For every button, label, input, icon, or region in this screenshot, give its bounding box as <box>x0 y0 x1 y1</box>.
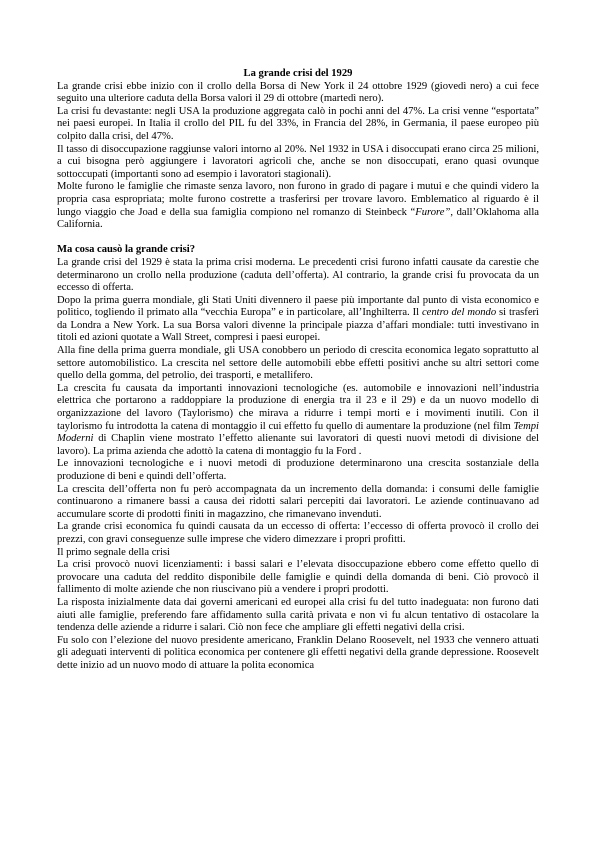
paragraph-first-signal: Il primo segnale della crisi <box>57 546 170 558</box>
paragraph-postwar-text-b: si trasferì da Londra a New York. La sua Borsa valori divenne la principale piazza d’affari mondiale: tutti investivano in titoli ed azioni quotate a Wall Street, compresi i paesi europei. <box>57 307 539 344</box>
section-heading-causes: Ma cosa causò la grande crisi? <box>57 244 195 256</box>
paragraph-govt-response: La risposta inizialmente data dai governi americani ed europei alla crisi fu del tutto inadeguata: non furono dati aiuti alle famiglie, preferendo fare affidamento sulla carità privata e non vi fu alcun tentativo di ostacolare la tendenza delle aziende a ridurre i salari. Ciò non fece che ampliare gli effetti negativi della crisi. <box>57 596 539 634</box>
paragraph-unemployment: Il tasso di disoccupazione raggiunse valori intorno al 20%. Nel 1932 in USA i disoccupati erano circa 25 milioni, a cui bisogna però aggiungere i lavoratori agricoli che, anche se non disoccupati, erano quasi ovunque sottoccupati (importanti sono ad esempio i lavoratori stagionali). <box>57 143 539 180</box>
paragraph-auto-growth: Alla fine della prima guerra mondiale, gli USA conobbero un periodo di crescita economica legato soprattutto al settore automobilistico. La crescita nel settore delle automobili ebbe effetti positivi anche su altri settori come quello della gomma, del petrolio, dei trasporti, e metallifero. <box>57 345 539 382</box>
paragraph-families-text-a: Molte furono le famiglie che rimaste senza lavoro, non furono in grado di pagare i mutui e che quindi videro la propria casa espropriata; molte furono costrette a trasferirsi per trovare lavoro. Emblematico al riguardo è il lungo viaggio che Joad e della sua famiglia compiono nel romanzo di Steinbeck “ <box>57 181 539 218</box>
page-title: La grande crisi del 1929 <box>243 68 353 79</box>
paragraph-families-text-b: , dall’Oklahoma alla California. <box>57 206 539 231</box>
paragraph-supply-growth: Le innovazioni tecnologiche e i nuovi metodi di produzione determinarono una crescita sostanziale della produzione di beni e quindi dell’offerta. <box>57 458 539 482</box>
paragraph-devastation: La crisi fu devastante: negli USA la produzione aggregata calò in pochi anni del 47%. La crisi venne “esportata” nei paesi europei. In Italia il crollo del PIL fu del 33%, in Francia del 28%, in Germania, il paese europeo più colpito dalla crisi, del 47%. <box>57 105 539 142</box>
paragraph-families <box>57 181 539 231</box>
film-title: Tempi Moderni <box>57 420 539 445</box>
paragraph-excess-supply: La grande crisi economica fu quindi causata da un eccesso di offerta: l’eccesso di offerta provocò il crollo dei prezzi, con gravi conseguenze sulle imprese che videro dimezzare i propri profitti. <box>57 521 539 545</box>
paragraph-innovations-text-b: di Chaplin viene mostrato l’effetto alienante sui lavoratori di questi nuovi metodi di divisione del lavoro). La prima azienda che adottò la catena di montaggio fu la Ford . <box>57 433 539 457</box>
paragraph-innovations-text-a: La crescita fu causata da importanti innovazioni tecnologiche (es. automobile e innovazioni nell’industria elettrica che portarono a raddoppiare la produzione di energia tra il 23 e il 29) e da un nuovo modello di organizzazione del lavoro (Taylorismo) che mirava a ridurre i tempi morti e i movimenti inutili. Con il taylorismo fu introdotta la catena di montaggio il cui effetto fu quello di aumentare la produzione (nel film <box>57 382 539 432</box>
paragraph-modern-crisis: La grande crisi del 1929 è stata la prima crisi moderna. Le precedenti crisi furono infatti causate da carestie che determinarono un crollo nella produzione (caduta dell’offerta). Al contrario, la grande crisi fu provocata da un eccesso di offerta. <box>57 256 539 294</box>
paragraph-innovations <box>57 383 539 459</box>
paragraph-demand: La crescita dell’offerta non fu però accompagnata da un incremento della domanda: i consumi delle famiglie continuarono a rimanere bassi a causa dei ridotti salari percepiti dai lavoratori. Le aziende continuavano ad accumulare scorte di prodotti finiti in magazzino, che rimanevano invenduti. <box>57 483 539 520</box>
paragraph-layoffs: La crisi provocò nuovi licenziamenti: i bassi salari e l’elevata disoccupazione ebbero come effetto quello di provocare una caduta del reddito disponibile delle famiglie e quindi della domanda di beni. Ciò provocò il fallimento di molte aziende che non riuscivano più a vendere i propri prodotti. <box>57 559 539 596</box>
document-page <box>57 68 539 673</box>
novel-title: Furore” <box>415 206 451 218</box>
paragraph-crash-start: La grande crisi ebbe inizio con il crollo della Borsa di New York il 24 ottobre 1929 (giovedì nero) a cui fece seguito una ulteriore caduta della Borsa valori il 29 di ottobre (martedì nero). <box>57 80 539 105</box>
emphasis-centro-del-mondo: centro del mondo <box>421 307 497 319</box>
paragraph-postwar-text-a: Dopo la prima guerra mondiale, gli Stati Uniti divennero il paese più importante dal punto di vista economico e politico, togliendo il primato alla “vecchia Europa” e in particolare, all’Inghilterra. Il <box>57 294 539 319</box>
paragraph-roosevelt: Fu solo con l’elezione del nuovo presidente americano, Franklin Delano Roosevelt, nel 1933 che vennero attuati gli adeguati interventi di politica economica per contenere gli effetti negativi della grande depressione. Roosevelt dette inizio ad un nuovo modo di attuare la polita economica <box>57 634 539 671</box>
paragraph-postwar-usa <box>57 295 539 345</box>
